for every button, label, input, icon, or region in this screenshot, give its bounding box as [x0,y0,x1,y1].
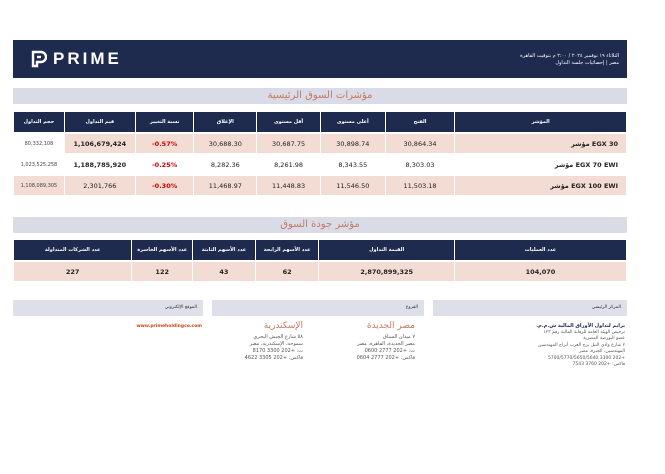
index-name-cell: مؤشر EGX 30 [455,134,626,153]
change-cell: -0.57% [136,134,194,153]
low-cell: 8,261.98 [257,155,320,174]
value-cell: 2,301,766 [65,176,135,195]
session-subtitle: مصر | إحصائيات جلسة التداول [555,60,619,66]
open-cell: 8,303.03 [386,155,455,174]
col-gainers: عدد الأسهم الرابحة [256,240,319,260]
address-line: المهندسين، الجيزة، مصر [579,349,625,354]
companies-cell: 227 [14,262,131,281]
quality-header-row [14,240,626,260]
change-cell: -0.25% [136,155,194,174]
fax-line: فاكس: +202 3305 4622 [244,355,303,361]
prime-logo [31,49,122,69]
col-companies: عدد الشركات المتداولة [14,240,131,260]
value-cell: 1,106,679,424 [65,134,135,153]
phone-line: ت: +202 2777 0600 [364,348,415,354]
high-cell: 8,343.55 [321,155,385,174]
header-banner [13,40,627,78]
hq-label: المركز الرئيسي [433,300,627,316]
table-row [14,155,626,174]
cairo-city: مصر الجديدة [366,321,415,331]
address-line: مصر الجديدة، القاهرة، مصر [357,341,415,347]
phone-line: +202 3300 5700/5770/5650/5640 [547,355,625,361]
branches-label: الفروع [212,300,424,316]
open-cell: 30,864.34 [386,134,455,153]
main-indices-header-row [14,112,626,132]
website-label: الموقع الإلكتروني [13,300,203,316]
prime-logo-icon [31,50,47,68]
col-unchanged: عدد الأسهم الثابتة [193,240,255,260]
col-low: أقل مستوى [257,112,320,132]
col-close: الإغلاق [194,112,256,132]
change-cell: -0.30% [136,176,194,195]
fax-line: فاكس: +202 2777 0604 [356,355,415,361]
trades-cell: 104,070 [455,262,626,281]
trade-value-cell: 2,870,899,325 [319,262,453,281]
hq-column [480,323,625,369]
high-cell: 30,898.74 [321,134,385,153]
value-cell: 1,188,785,920 [65,155,135,174]
quality-table [13,238,627,283]
alex-branch [228,323,303,362]
col-trade-value: القيمة التداول [319,240,453,260]
website-column [120,323,202,330]
website-link[interactable]: www.primeholdingco.com [136,324,202,329]
high-cell: 11,546.50 [321,176,385,195]
session-date: الثلاثاء ١٩ نوفمبر ٢٠٢٤ / ٢:٠٠ م بتوقيت القاهرة [520,53,619,59]
gainers-cell: 62 [256,262,319,281]
volume-cell: 1,023,525,258 [14,155,64,174]
phone-line: ت: +202 3300 8170 [252,348,303,354]
address-line: ٧ ميدان السباق [382,334,415,340]
address-line: ٢ شارع وادي النيل برج العرب أبراج المهندسين [538,342,625,348]
alex-city: الإسكندرية [263,321,303,331]
close-cell: 11,468.97 [194,176,256,195]
company-name: برايم لتداول الأوراق المالية ش.م.م. [536,323,625,329]
session-info [520,53,619,67]
col-losers: عدد الأسهم الخاسرة [132,240,192,260]
license-line: ترخيص الهيئة العامة للرقابة المالية رقم ١٢٣ [543,329,625,335]
close-cell: 30,688.30 [194,134,256,153]
address-line: سموحة، الإسكندرية، مصر [249,341,303,347]
unchanged-cell: 43 [193,262,255,281]
fax-line: فاكس: +202 3760 7543 [572,362,625,367]
col-change: نسبة التغيير [136,112,194,132]
cairo-branch [340,323,415,362]
low-cell: 11,448.83 [257,176,320,195]
index-name-cell: مؤشر EGX 100 EWI [455,176,626,195]
col-high: أعلى مستوى [321,112,385,132]
address-line: ٥٨ شارع الجيش البحري [253,334,303,340]
volume-cell: 80,332,108 [14,134,64,153]
table-row [14,176,626,195]
col-index: المؤشر [455,112,626,132]
main-indices-table [13,110,627,197]
col-value: قيم التداول [65,112,135,132]
membership-line: عضو البورصة المصرية [583,336,625,341]
losers-cell: 122 [132,262,192,281]
col-trades: عدد العمليات [455,240,626,260]
main-indices-title: مؤشرات السوق الرئيسية [13,88,627,104]
low-cell: 30,687.75 [257,134,320,153]
quality-title: مؤشر جودة السوق [13,217,627,233]
brand-name: PRIME [53,49,122,68]
col-volume: حجم التداول [14,112,64,132]
open-cell: 11,503.18 [386,176,455,195]
table-row [14,262,626,281]
close-cell: 8,282.36 [194,155,256,174]
volume-cell: 1,108,089,305 [14,176,64,195]
col-open: الفتح [386,112,455,132]
index-name-cell: مؤشر EGX 70 EWI [455,155,626,174]
table-row [14,134,626,153]
